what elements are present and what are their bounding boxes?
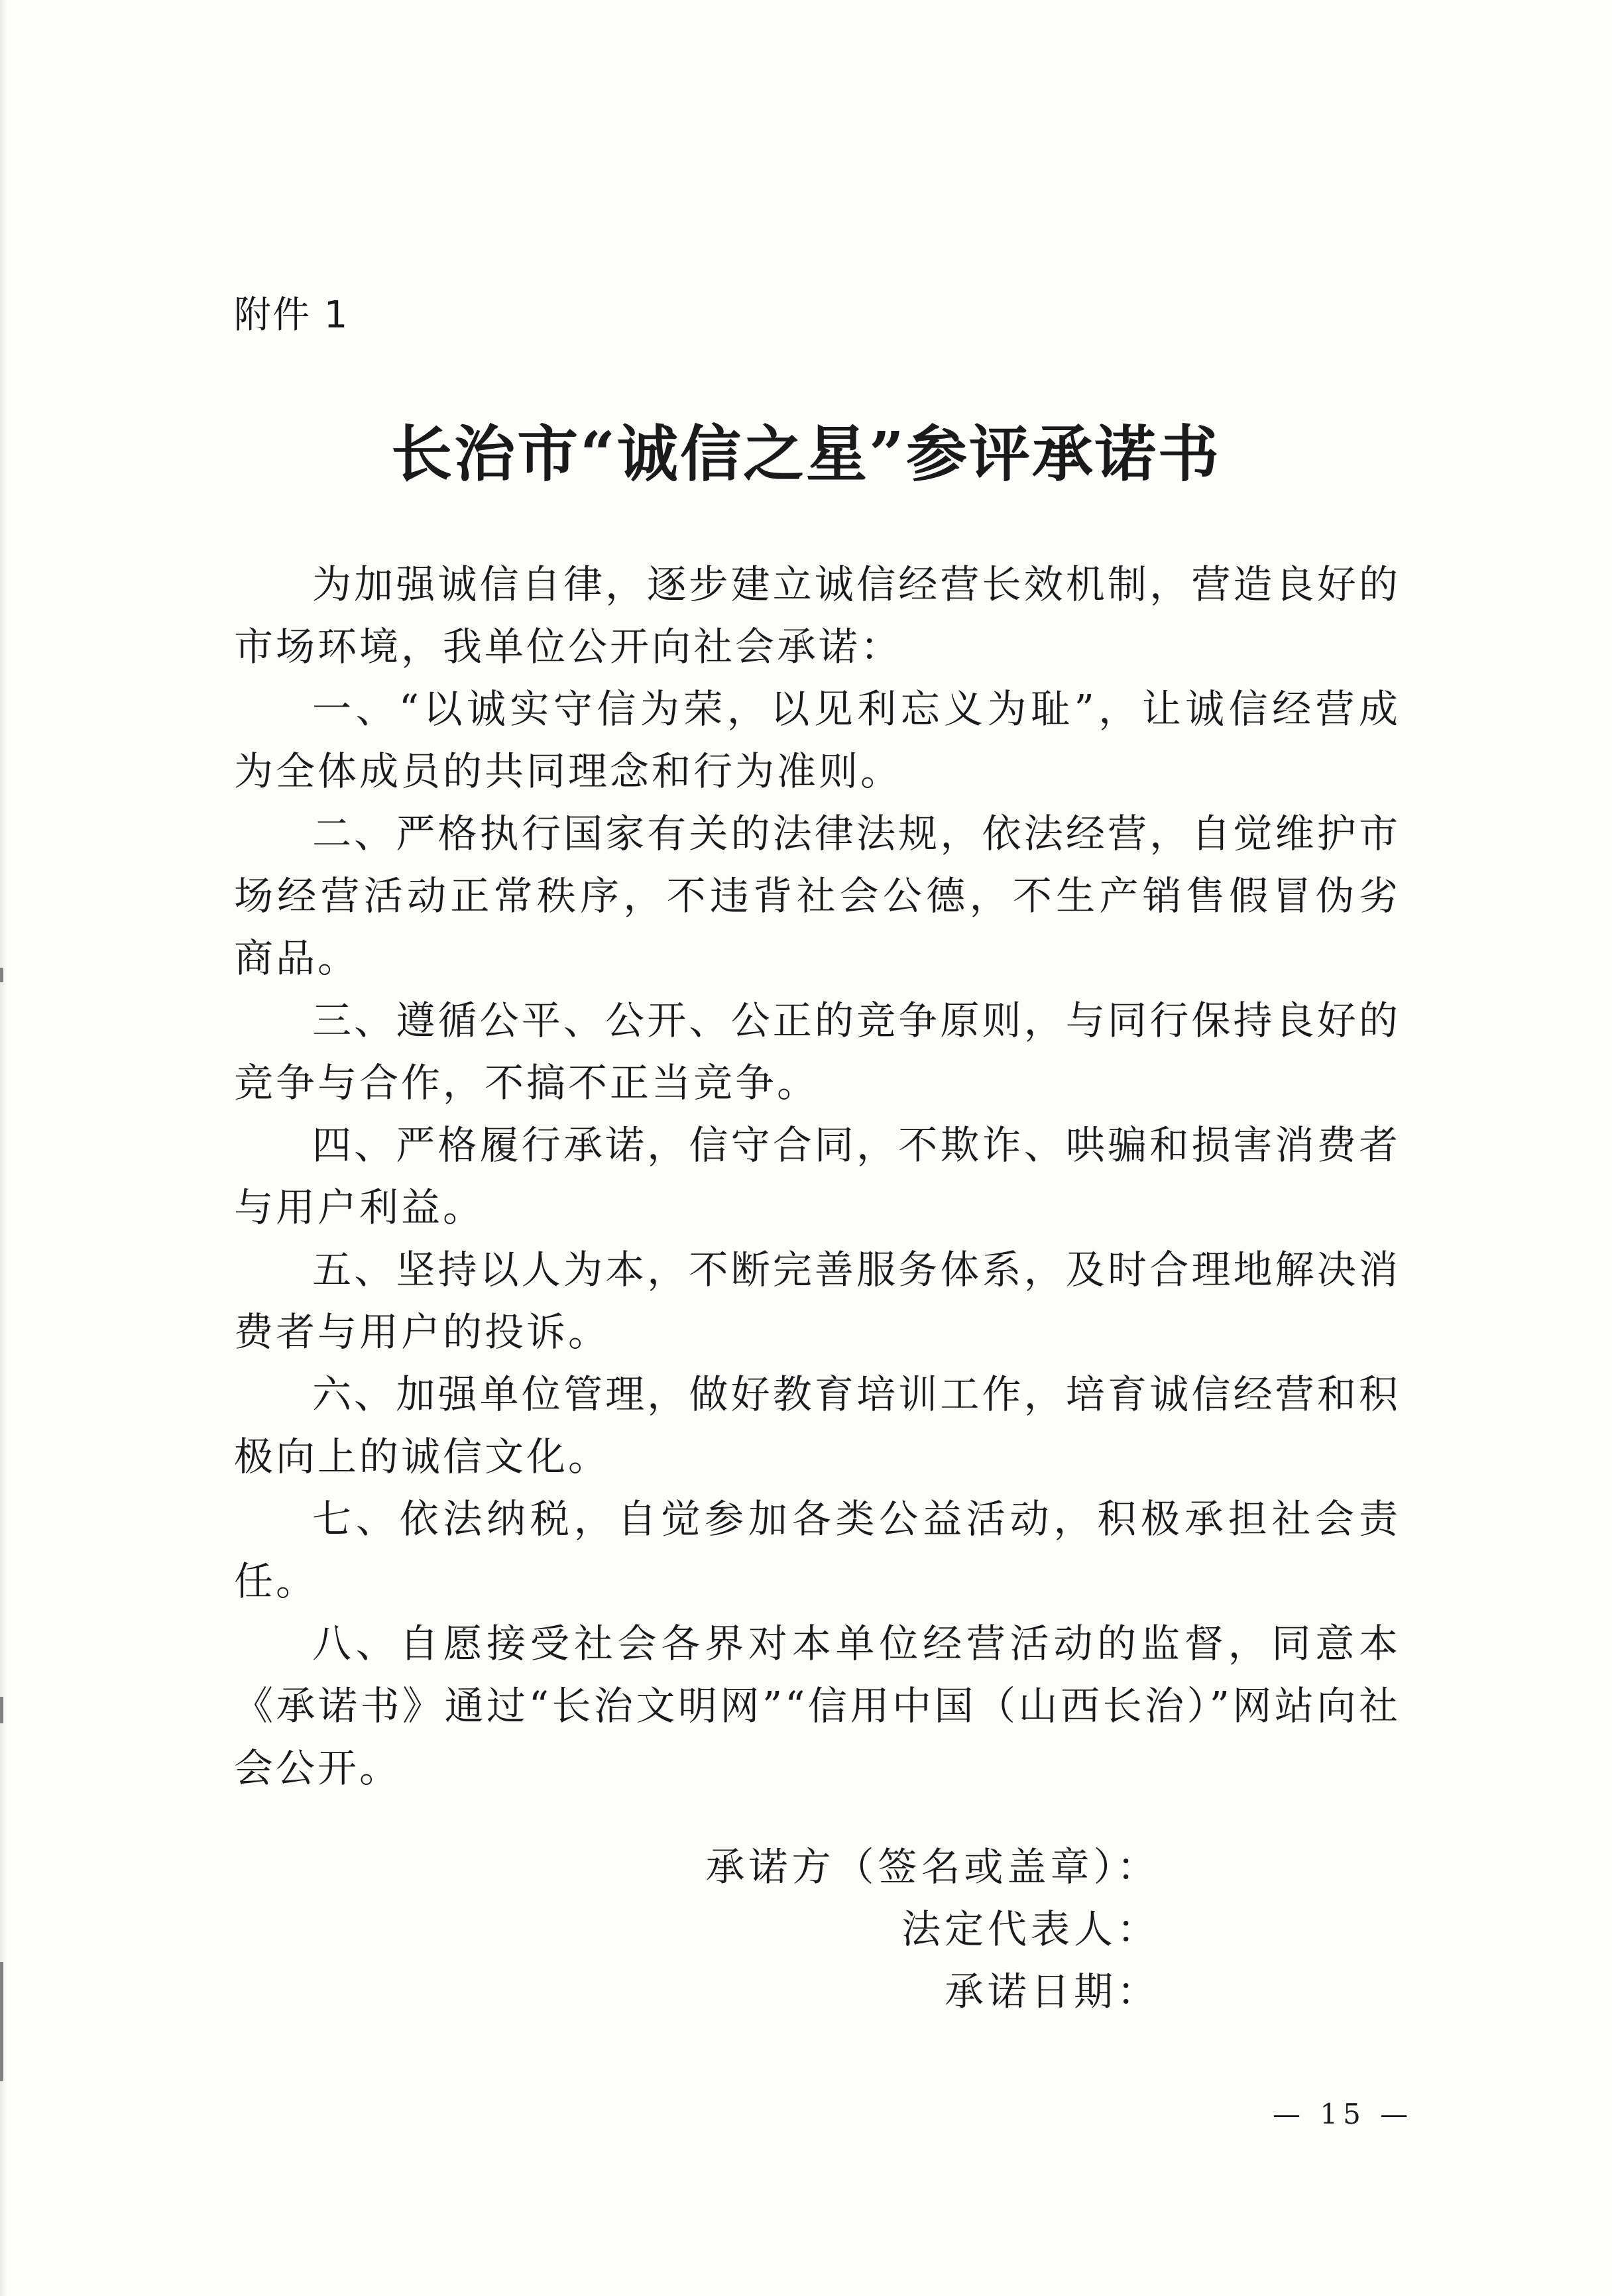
signature-block — [0, 1836, 1160, 2023]
commitment-paragraph: 六、加强单位管理，做好教育培训工作，培育诚信经营和积极向上的诚信文化。 — [234, 1371, 1401, 1479]
commitment-paragraph: 三、遵循公平、公开、公正的竞争原则，与同行保持良好的竞争与合作，不搞不正当竞争。 — [234, 998, 1401, 1106]
commitment-paragraph: 二、严格执行国家有关的法律法规，依法经营，自觉维护市场经营活动正常秩序，不违背社会公德，不生产销售假冒伪劣商品。 — [234, 811, 1401, 981]
intro-paragraph: 为加强诚信自律，逐步建立诚信经营长效机制，营造良好的市场环境，我单位公开向社会承诺： — [234, 561, 1401, 669]
commitment-paragraph: 七、依法纳税，自觉参加各类公益活动，积极承担社会责任。 — [234, 1496, 1401, 1604]
scan-mark — [0, 1697, 3, 1723]
commitment-paragraph: 四、严格履行承诺，信守合同，不欺诈、哄骗和损害消费者与用户利益。 — [234, 1122, 1401, 1230]
page-number: — 15 — — [1273, 2098, 1414, 2130]
legal-representative-line: 法定代表人： — [901, 1906, 1160, 1952]
scan-mark — [0, 968, 3, 982]
commitment-paragraph: 一、“以诚实守信为荣，以见利忘义为耻”，让诚信经营成为全体成员的共同理念和行为准则。 — [234, 686, 1401, 794]
commitment-paragraph: 八、自愿接受社会各界对本单位经营活动的监督，同意本《承诺书》通过“长治文明网”“信用中国（山西长治）”网站向社会公开。 — [234, 1621, 1401, 1791]
commitment-paragraph: 五、坚持以人为本，不断完善服务体系，及时合理地解决消费者与用户的投诉。 — [234, 1247, 1401, 1355]
promisor-line: 承诺方（签名或盖章）： — [705, 1844, 1160, 1890]
attachment-label: 附件 1 — [234, 294, 349, 337]
document-body — [234, 553, 1401, 1800]
date-line: 承诺日期： — [944, 1969, 1160, 2014]
document-title: 长治市“诚信之星”参评承诺书 — [391, 418, 1221, 490]
